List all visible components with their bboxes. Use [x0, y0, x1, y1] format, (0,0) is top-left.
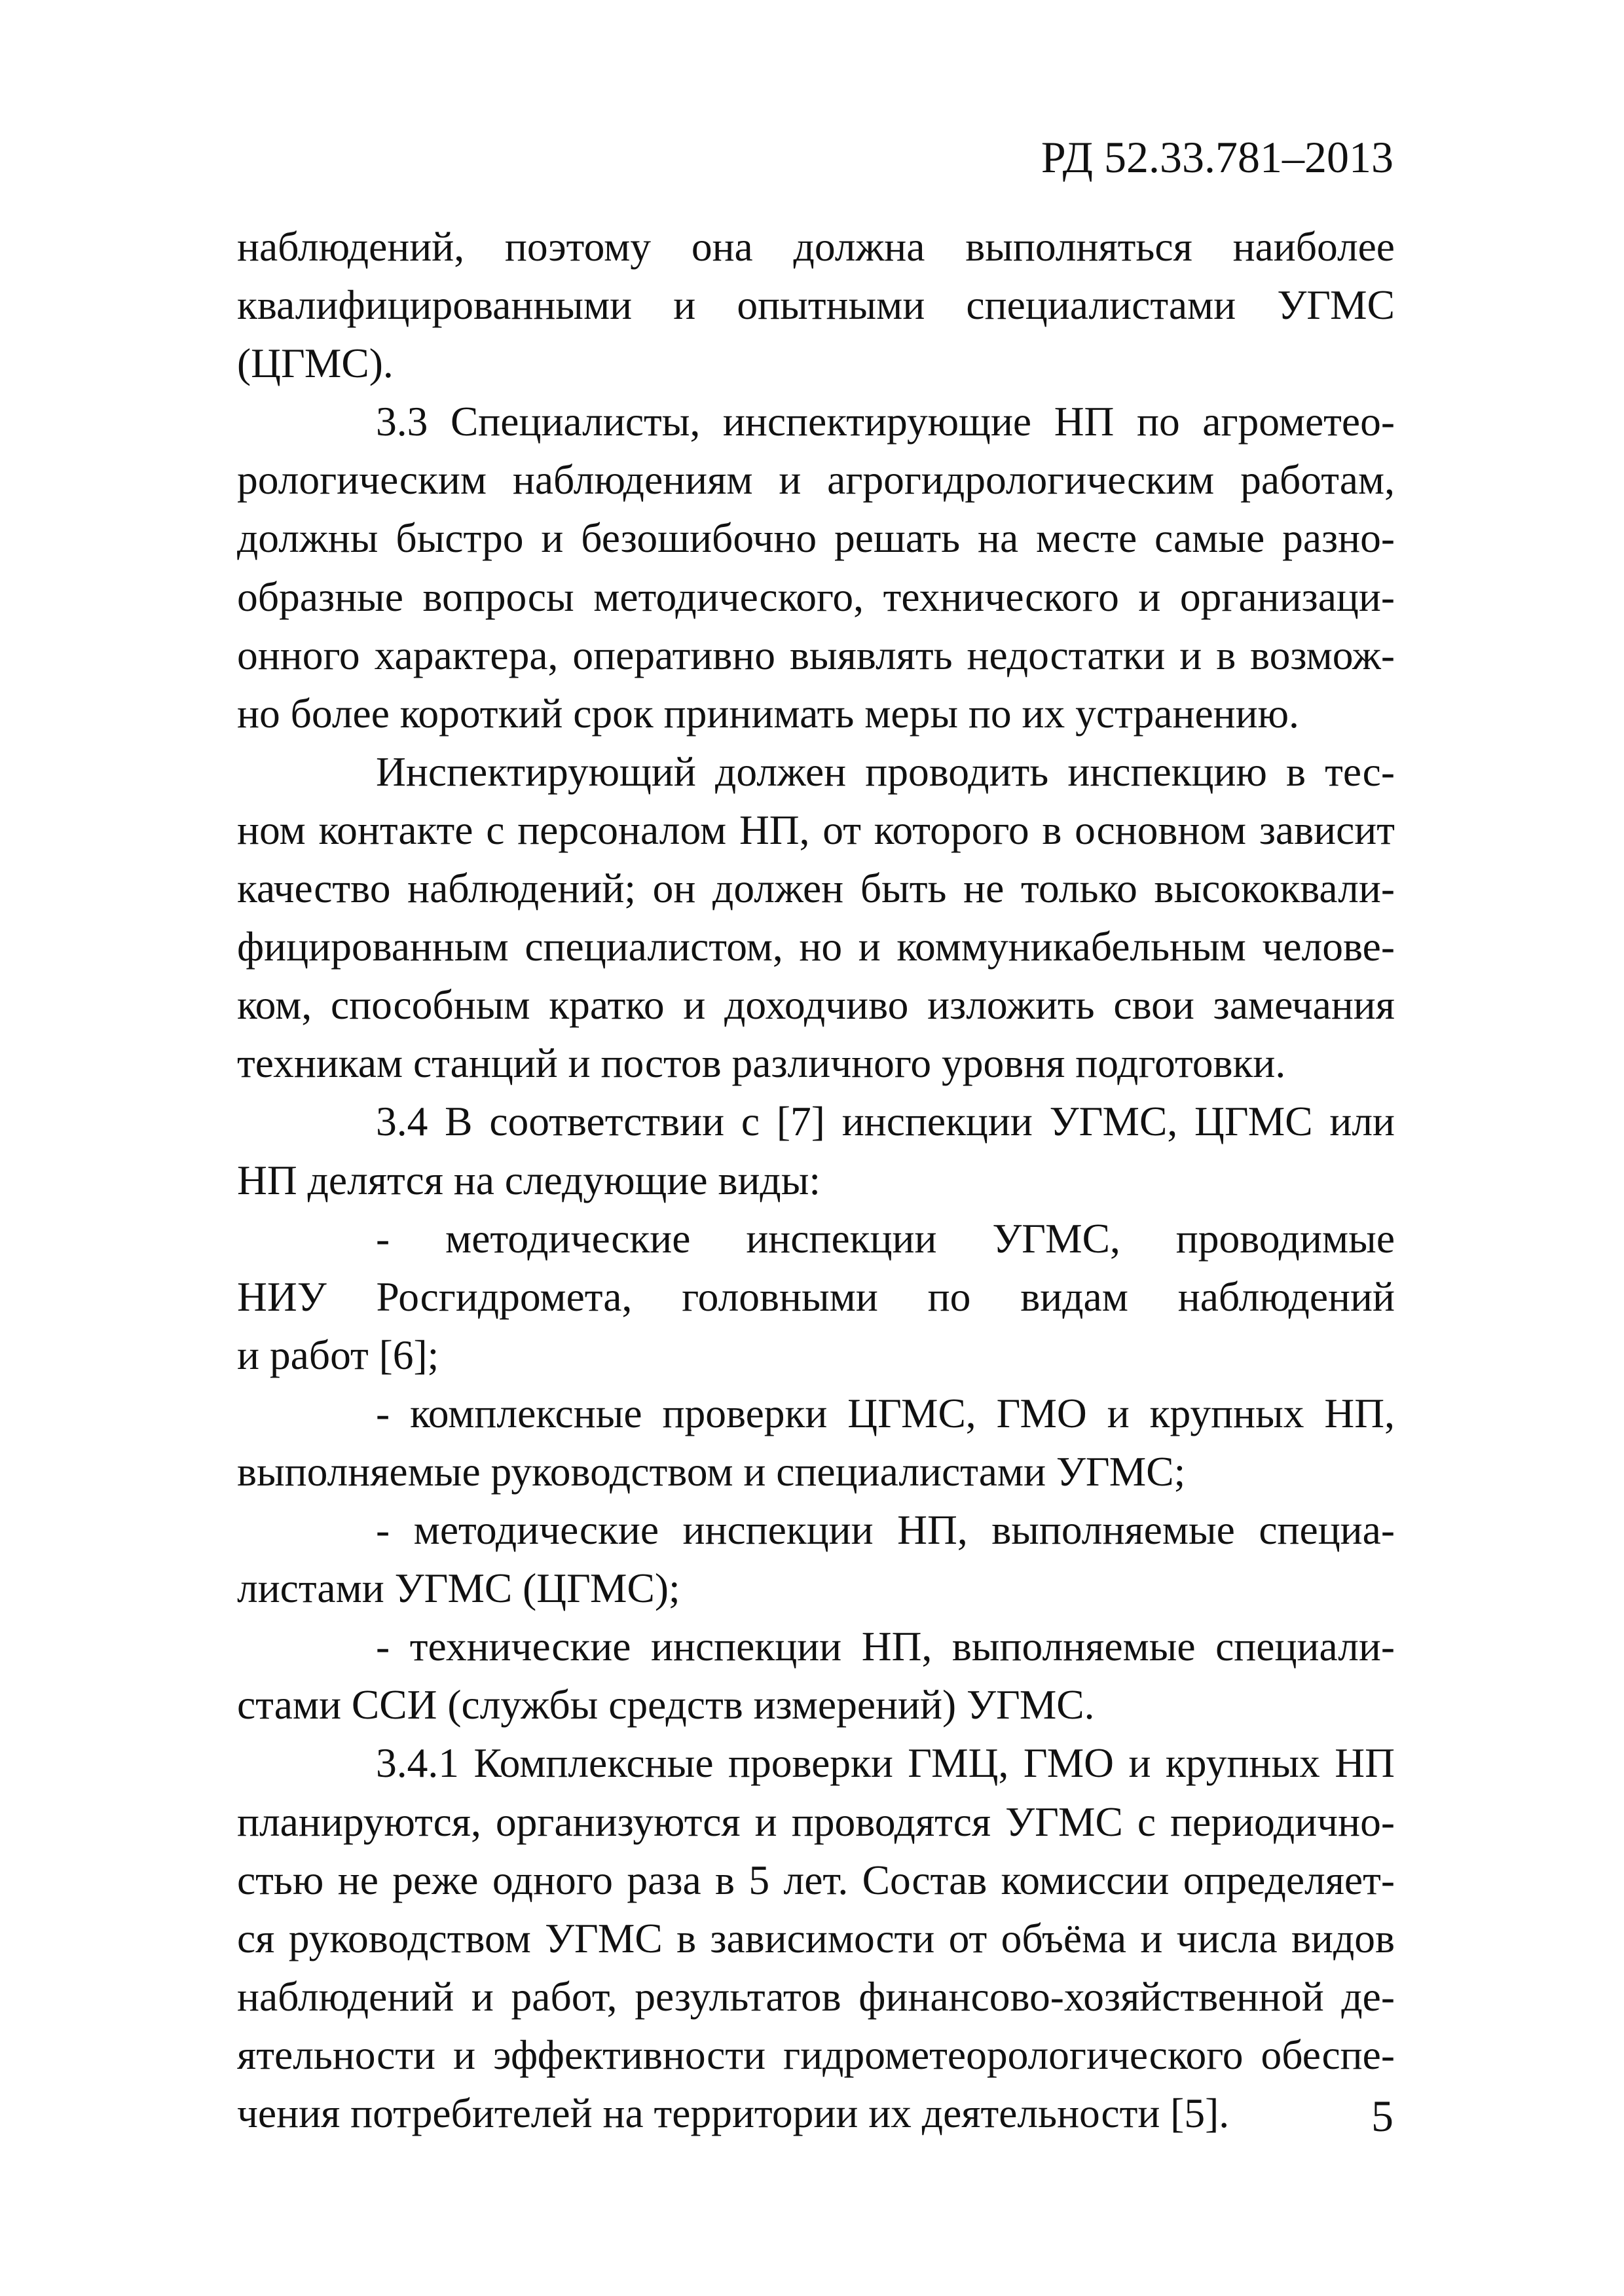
- text-line: наблюдений и работ, результатов финансово-хозяйственной де-: [237, 1973, 1395, 2020]
- paragraph-inspector-start: Инспектирующий должен проводить инспекцию в тес-: [376, 748, 1395, 795]
- text-line: фицированным специалистом, но и коммуникабельным челове-: [237, 923, 1395, 970]
- text-line: ятельности и эффективности гидрометеорологического обеспе-: [237, 2031, 1395, 2078]
- page-number: 5: [1371, 2091, 1393, 2141]
- document-code-header: РД 52.33.781–2013: [1041, 132, 1393, 182]
- text-line: (ЦГМС).: [237, 340, 394, 387]
- text-line: и работ [6];: [237, 1331, 439, 1378]
- paragraph-3-3-start: 3.3 Специалисты, инспектирующие НП по агрометео-: [376, 398, 1395, 445]
- text-line: планируются, организуются и проводятся УГМС с периодично-: [237, 1798, 1395, 1845]
- list-item-methodical-np: - методические инспекции НП, выполняемые специа-: [376, 1506, 1395, 1554]
- paragraph-3-4-start: 3.4 В соответствии с [7] инспекции УГМС, ЦГМС или: [376, 1098, 1395, 1145]
- text-line: НИУ Росгидромета, головными по видам наблюдений: [237, 1273, 1395, 1320]
- text-line: листами УГМС (ЦГМС);: [237, 1565, 680, 1612]
- paragraph-3-4-1-start: 3.4.1 Комплексные проверки ГМЦ, ГМО и крупных НП: [376, 1740, 1395, 1787]
- list-item-complex-checks: - комплексные проверки ЦГМС, ГМО и крупных НП,: [376, 1389, 1395, 1436]
- text-line: выполняемые руководством и специалистами УГМС;: [237, 1448, 1186, 1495]
- text-line: ся руководством УГМС в зависимости от объёма и числа видов: [237, 1914, 1395, 1961]
- list-item-methodical-ugms: - методические инспекции УГМС, проводимые: [376, 1214, 1395, 1262]
- text-line: но более короткий срок принимать меры по их устранению.: [237, 689, 1299, 737]
- body-text: [237, 217, 1395, 2142]
- text-line: ком, способным кратко и доходчиво изложить свои замечания: [237, 981, 1395, 1029]
- text-line: качество наблюдений; он должен быть не только высококвали-: [237, 865, 1395, 912]
- text-line: образные вопросы методического, технического и организаци-: [237, 573, 1395, 620]
- text-line: рологическим наблюдениям и агрогидрологическим работам,: [237, 456, 1395, 503]
- text-line: НП делятся на следующие виды:: [237, 1156, 821, 1203]
- text-line: онного характера, оперативно выявлять недостатки и в возмож-: [237, 631, 1395, 678]
- list-item-technical-np: - технические инспекции НП, выполняемые специали-: [376, 1623, 1395, 1670]
- text-line: наблюдений, поэтому она должна выполняться наиболее: [237, 223, 1395, 270]
- text-line: квалифицированными и опытными специалистами УГМС: [237, 282, 1395, 329]
- text-line: стью не реже одного раза в 5 лет. Состав комиссии определяет-: [237, 1856, 1395, 1903]
- text-line: стами ССИ (службы средств измерений) УГМС.: [237, 1681, 1095, 1728]
- text-line: ном контакте с персоналом НП, от которого в основном зависит: [237, 806, 1395, 853]
- text-line: техникам станций и постов различного уровня подготовки.: [237, 1040, 1286, 1087]
- text-line: должны быстро и безошибочно решать на месте самые разно-: [237, 515, 1395, 562]
- text-line: чения потребителей на территории их деятельности [5].: [237, 2090, 1230, 2136]
